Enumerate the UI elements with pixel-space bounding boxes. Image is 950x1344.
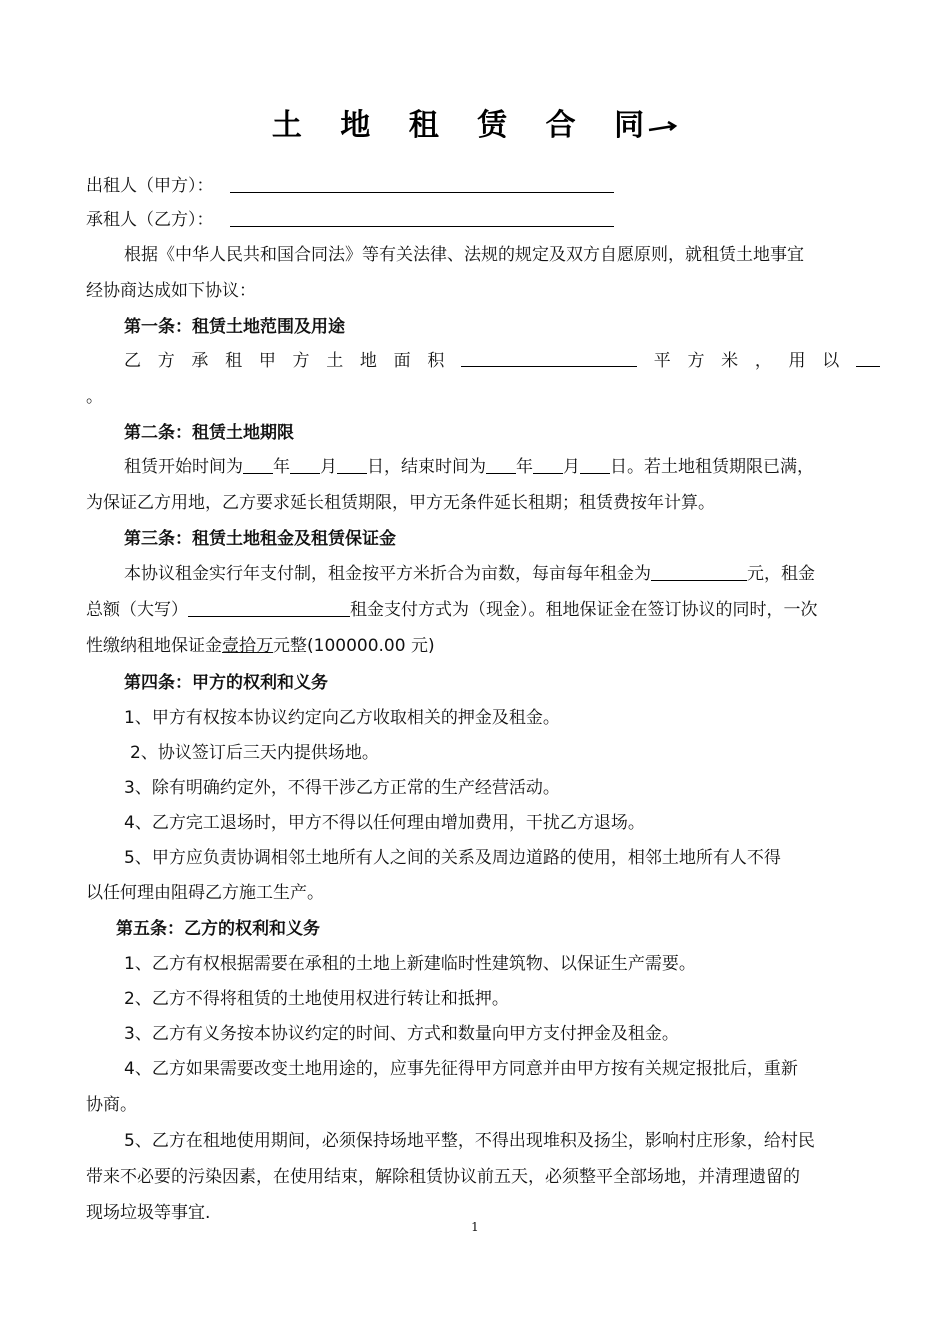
- section-3-line-2: 总额（大写） 租金支付方式为（现金）。租地保证金在签订协议的同时，一次: [86, 600, 818, 620]
- section-4-heading: 第四条：甲方的权利和义务: [124, 673, 328, 693]
- lessor-blank: [230, 175, 614, 193]
- section-5-item: 协商。: [86, 1095, 137, 1115]
- use-blank: [856, 349, 880, 367]
- section-4-item: 2、协议签订后三天内提供场地。: [130, 743, 379, 763]
- section-4-item: 3、除有明确约定外，不得干涉乙方正常的生产经营活动。: [124, 778, 560, 798]
- section-5-item: 3、乙方有义务按本协议约定的时间、方式和数量向甲方支付押金及租金。: [124, 1024, 679, 1044]
- section-5-item: 带来不必要的污染因素，在使用结束，解除租赁协议前五天，必须整平全部场地，并清理遗留的: [86, 1167, 800, 1187]
- lessee-blank: [230, 209, 614, 227]
- total-amount-blank: [188, 599, 350, 617]
- section-1-heading: 第一条：租赁土地范围及用途: [124, 317, 345, 337]
- section-5-item: 4、乙方如果需要改变土地用途的，应事先征得甲方同意并由甲方按有关规定报批后，重新: [124, 1059, 798, 1079]
- lessee-label: 承租人（乙方）：: [86, 210, 214, 230]
- section-5-item: 现场垃圾等事宜.: [86, 1203, 211, 1223]
- area-blank: [461, 349, 637, 367]
- lessee-line: [86, 208, 614, 232]
- section-4-item: 1、甲方有权按本协议约定向乙方收取相关的押金及租金。: [124, 708, 560, 728]
- arrow-mark-icon: [648, 120, 678, 134]
- section-4-item: 5、甲方应负责协调相邻土地所有人之间的关系及周边道路的使用，相邻土地所有人不得: [124, 848, 781, 868]
- start-day-blank: [337, 456, 367, 474]
- section-5-item: 2、乙方不得将租赁的土地使用权进行转让和抵押。: [124, 989, 509, 1009]
- document-title: 土 地 租 赁 合 同: [0, 100, 950, 144]
- lessor-label: 出租人（甲方）：: [86, 176, 214, 196]
- section-3-line-3: 性缴纳租地保证金壹拾万元整(100000.00 元): [86, 636, 435, 656]
- preamble-line-2: 经协商达成如下协议：: [86, 281, 256, 301]
- end-year-blank: [486, 456, 516, 474]
- lessor-line: [86, 174, 614, 198]
- preamble-line-1: 根据《中华人民共和国合同法》等有关法律、法规的规定及双方自愿原则，就租赁土地事宜: [124, 245, 804, 265]
- end-day-blank: [580, 456, 610, 474]
- section-3-line-1: 本协议租金实行年支付制，租金按平方米折合为亩数，每亩每年租金为 元，租金: [124, 564, 815, 584]
- rent-per-mu-blank: [651, 563, 747, 581]
- section-5-item: 5、乙方在租地使用期间，必须保持场地平整，不得出现堆积及扬尘，影响村庄形象，给村民: [124, 1131, 815, 1151]
- section-2-line-1: 租赁开始时间为 年 月 日，结束时间为 年 月 日。若土地租赁期限已满，: [124, 457, 814, 477]
- deposit-amount: 壹拾万: [222, 636, 273, 656]
- section-2-line-2: 为保证乙方用地，乙方要求延长租赁期限，甲方无条件延长租期；租赁费按年计算。: [86, 493, 715, 513]
- end-month-blank: [533, 456, 563, 474]
- start-year-blank: [243, 456, 273, 474]
- section-5-heading: 第五条：乙方的权利和义务: [116, 919, 320, 939]
- section-3-heading: 第三条：租赁土地租金及租赁保证金: [124, 529, 396, 549]
- page-number: 1: [471, 1220, 479, 1234]
- section-1-line-1: 乙 方 承 租 甲 方 土 地 面 积 平 方 米 ， 用 以: [124, 349, 880, 373]
- section-1-line-2: 。: [86, 387, 103, 407]
- section-2-heading: 第二条：租赁土地期限: [124, 423, 294, 443]
- section-4-item: 4、乙方完工退场时，甲方不得以任何理由增加费用，干扰乙方退场。: [124, 813, 645, 833]
- start-month-blank: [290, 456, 320, 474]
- section-5-item: 1、乙方有权根据需要在承租的土地上新建临时性建筑物、以保证生产需要。: [124, 954, 696, 974]
- section-4-item: 以任何理由阻碍乙方施工生产。: [86, 883, 324, 903]
